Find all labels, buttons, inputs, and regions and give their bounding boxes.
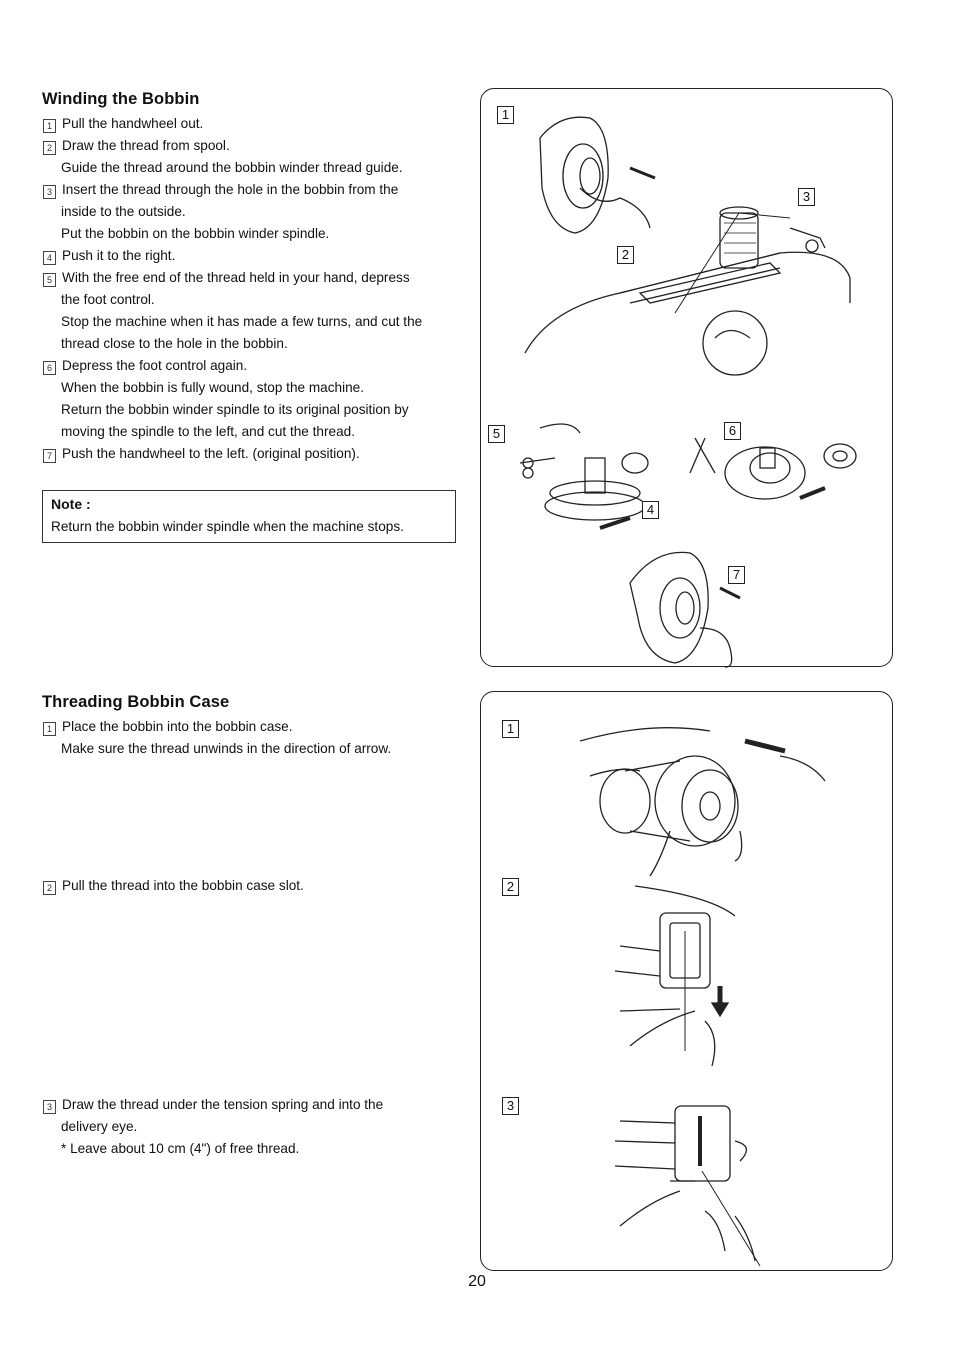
figure-label-4: 4 bbox=[642, 501, 659, 519]
winding-step-5-cont: the foot control. bbox=[61, 292, 155, 307]
threading-step-3-note: * Leave about 10 cm (4") of free thread. bbox=[61, 1141, 300, 1156]
winding-illustration bbox=[480, 88, 893, 667]
note-title: Note : bbox=[51, 496, 91, 512]
figure-label-6: 6 bbox=[724, 422, 741, 440]
figure-label-3: 3 bbox=[798, 188, 815, 206]
threading-step-3: 3 Draw the thread under the tension spring and into the bbox=[43, 1094, 383, 1116]
winding-step-3-cont2: Put the bobbin on the bobbin winder spindle. bbox=[61, 226, 330, 241]
winding-step-2: 2 Draw the thread from spool. bbox=[43, 135, 230, 157]
winding-step-5: 5 With the free end of the thread held in your hand, depress bbox=[43, 267, 410, 289]
section-title-threading: Threading Bobbin Case bbox=[42, 693, 230, 711]
section-title-winding: Winding the Bobbin bbox=[42, 90, 200, 108]
winding-step-1: 1 Pull the handwheel out. bbox=[43, 113, 203, 135]
winding-step-6: 6 Depress the foot control again. bbox=[43, 355, 247, 377]
winding-step-6-cont2: Return the bobbin winder spindle to its original position by bbox=[61, 402, 409, 417]
page-number: 20 bbox=[468, 1273, 486, 1290]
threading-step-2: 2 Pull the thread into the bobbin case slot. bbox=[43, 875, 304, 897]
threading-illustration bbox=[480, 691, 893, 1271]
threading-step-3-cont: delivery eye. bbox=[61, 1119, 138, 1134]
winding-step-3-cont: inside to the outside. bbox=[61, 204, 186, 219]
winding-step-5-cont3: thread close to the hole in the bobbin. bbox=[61, 336, 288, 351]
threading-step-1: 1 Place the bobbin into the bobbin case. bbox=[43, 716, 293, 738]
winding-step-7: 7 Push the handwheel to the left. (original position). bbox=[43, 443, 360, 465]
figure-label-1: 1 bbox=[497, 106, 514, 124]
winding-step-2-cont: Guide the thread around the bobbin winder thread guide. bbox=[61, 160, 403, 175]
threading-figure-label-3: 3 bbox=[502, 1097, 519, 1115]
figure-label-2: 2 bbox=[617, 246, 634, 264]
winding-step-6-cont: When the bobbin is fully wound, stop the machine. bbox=[61, 380, 365, 395]
threading-step-1-cont: Make sure the thread unwinds in the direction of arrow. bbox=[61, 741, 392, 756]
winding-step-5-cont2: Stop the machine when it has made a few turns, and cut the bbox=[61, 314, 423, 329]
winding-step-3: 3 Insert the thread through the hole in the bobbin from the bbox=[43, 179, 398, 201]
threading-figure-label-2: 2 bbox=[502, 878, 519, 896]
figure-label-5: 5 bbox=[488, 425, 505, 443]
note-box bbox=[42, 490, 456, 543]
note-text: Return the bobbin winder spindle when the machine stops. bbox=[51, 519, 404, 534]
winding-step-4: 4 Push it to the right. bbox=[43, 245, 175, 267]
figure-label-7: 7 bbox=[728, 566, 745, 584]
winding-step-6-cont3: moving the spindle to the left, and cut the thread. bbox=[61, 424, 355, 439]
threading-figure-label-1: 1 bbox=[502, 720, 519, 738]
